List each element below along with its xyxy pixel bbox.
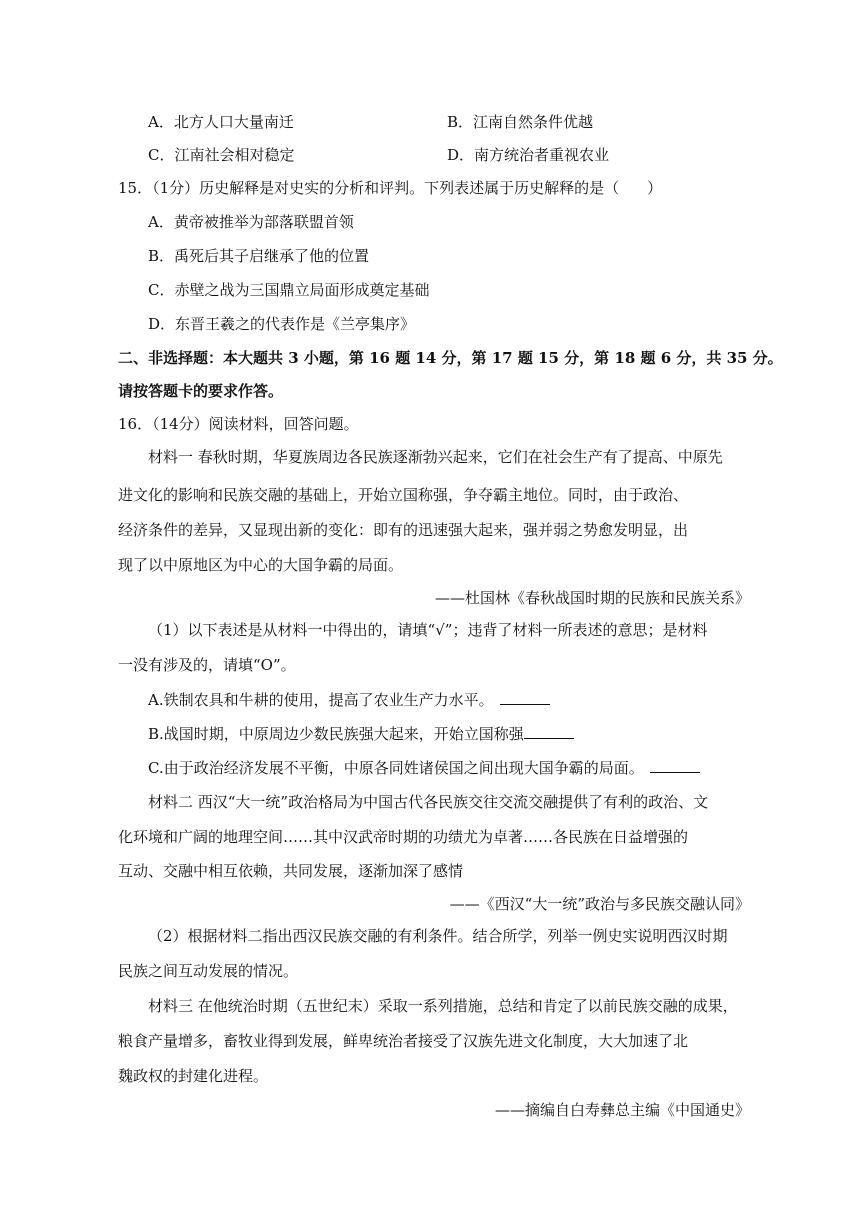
q14-option-c: C．江南社会相对稳定 xyxy=(148,146,295,164)
material-1-line: 进文化的影响和民族交融的基础上，开始立国称强，争夺霸主地位。同时，由于政治、 xyxy=(118,486,689,504)
q15-option-c: C．赤壁之战为三国鼎立局面形成奠定基础 xyxy=(148,281,430,299)
material-3-line: 粮食产量增多，畜牧业得到发展，鲜卑统治者接受了汉族先进文化制度，大大加速了北 xyxy=(118,1032,689,1050)
answer-blank-b[interactable] xyxy=(524,724,574,739)
judge-item-c-text: C.由于政治经济发展不平衡，中原各同姓诸侯国之间出现大国争霸的局面。 xyxy=(148,759,644,777)
material-2-line: 化环境和广阔的地理空间……其中汉武帝时期的功绩尤为卓著……各民族在日益增强的 xyxy=(118,828,689,846)
sub-question-2: 民族之间互动发展的情况。 xyxy=(118,962,299,980)
judge-item-a xyxy=(148,690,550,710)
judge-item-b-text: B.战国时期，中原周边少数民族强大起来，开始立国称强 xyxy=(148,725,524,743)
q15-option-d: D．东晋王羲之的代表作是《兰亭集序》 xyxy=(148,315,416,333)
material-1-line: 材料一 春秋时期，华夏族周边各民族逐渐勃兴起来，它们在社会生产有了提高、中原先 xyxy=(148,448,723,466)
sub-question-1: 一没有涉及的，请填“O”。 xyxy=(118,656,296,674)
sub-question-2: （2）根据材料二指出西汉民族交融的有利条件。结合所学，列举一例史实说明西汉时期 xyxy=(148,927,728,945)
q15-stem-close: ） xyxy=(647,179,663,197)
sub-question-1: （1）以下表述是从材料一中得出的，请填“√”；违背了材料一所表述的意思；是材料 xyxy=(148,621,708,639)
q14-option-b: B．江南自然条件优越 xyxy=(447,113,594,131)
material-2-line: 材料二 西汉“大一统”政治格局为中国古代各民族交往交流交融提供了有利的政治、文 xyxy=(148,793,709,811)
material-3-line: 材料三 在他统治时期（五世纪末）采取一系列措施，总结和肯定了以前民族交融的成果， xyxy=(148,997,738,1015)
section-instruction: 请按答题卡的要求作答。 xyxy=(118,382,284,400)
q15-option-b: B．禹死后其子启继承了他的位置 xyxy=(148,247,370,265)
q15-option-a: A．黄帝被推举为部落联盟首领 xyxy=(148,213,354,231)
answer-blank-c[interactable] xyxy=(650,758,700,773)
material-1-line: 经济条件的差异，又显现出新的变化：即有的迅速强大起来，强并弱之势愈发明显，出 xyxy=(118,521,689,539)
judge-item-c xyxy=(148,758,700,778)
material-3-line: 魏政权的封建化进程。 xyxy=(118,1067,269,1085)
q15-stem xyxy=(118,178,662,198)
q14-option-a: A．北方人口大量南迁 xyxy=(148,113,294,131)
material-1-source: ——杜国林《春秋战国时期的民族和民族关系》 xyxy=(434,589,750,607)
answer-blank-a[interactable] xyxy=(500,690,550,705)
material-3-source: ——摘编自白寿彝总主编《中国通史》 xyxy=(494,1101,750,1119)
material-2-source: ——《西汉“大一统”政治与多民族交融认同》 xyxy=(449,895,750,913)
q14-option-d: D．南方统治者重视农业 xyxy=(447,146,610,164)
q16-stem: 16．（14分）阅读材料，回答问题。 xyxy=(118,415,359,433)
q15-stem-text: 15．（1分）历史解释是对史实的分析和评判。下列表述属于历史解释的是（ xyxy=(118,179,620,197)
material-1-line: 现了以中原地区为中心的大国争霸的局面。 xyxy=(118,556,404,574)
material-2-line: 互动、交融中相互依赖，共同发展，逐渐加深了感情 xyxy=(118,862,464,880)
judge-item-a-text: A.铁制农具和牛耕的使用，提高了农业生产力水平。 xyxy=(148,691,494,709)
section-heading: 二、非选择题：本大题共 3 小题，第 16 题 14 分，第 17 题 15 分，第 18 题 6 分，共 35 分。 xyxy=(118,349,783,367)
judge-item-b xyxy=(148,724,574,744)
